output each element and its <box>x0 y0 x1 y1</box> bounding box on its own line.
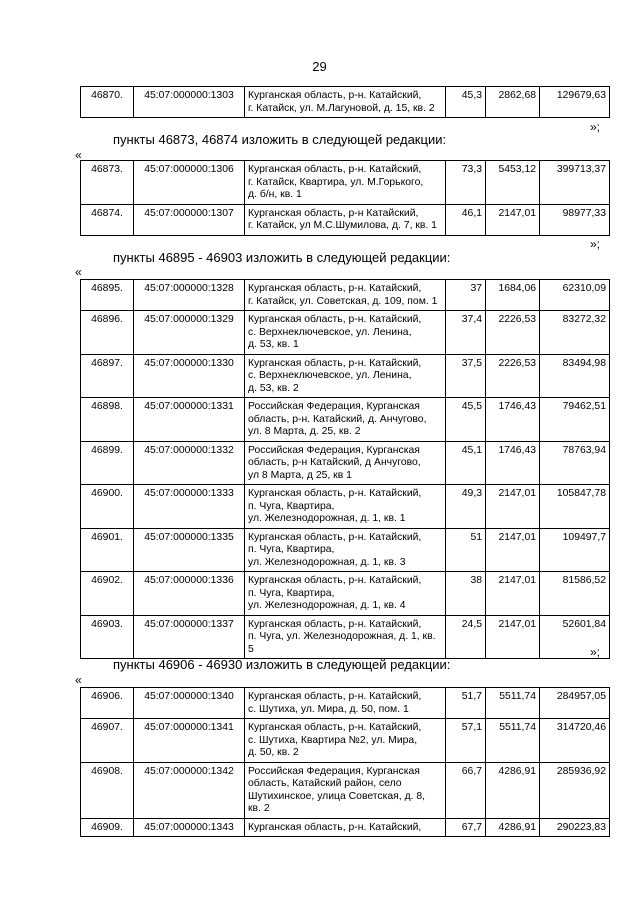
cadastral-number-cell: 45:07:000000:1342 <box>134 762 245 818</box>
row-number-cell: 46899. <box>81 441 134 485</box>
row-number-cell: 46907. <box>81 719 134 763</box>
cadastral-number-cell: 45:07:000000:1328 <box>134 280 245 311</box>
table-row <box>81 354 610 398</box>
cadastral-cost-cell: 399713,37 <box>540 161 610 205</box>
address-cell: Курганская область, р-н. Катайский, п. Чуга, ул. Железнодорожная, д. 1, кв. 5 <box>245 615 446 659</box>
cadastral-cost-cell: 284957,05 <box>540 688 610 719</box>
address-cell: Курганская область, р-н. Катайский, с. Шутиха, ул. Мира, д. 50, пом. 1 <box>245 688 446 719</box>
table-row <box>81 615 610 659</box>
table-row <box>81 87 610 118</box>
table-row <box>81 441 610 485</box>
unit-value-cell: 2147,01 <box>486 572 540 616</box>
cadastral-number-cell: 45:07:000000:1337 <box>134 615 245 659</box>
address-cell: Курганская область, р-н. Катайский, с. Шутиха, Квартира №2, ул. Мира, д. 50, кв. 2 <box>245 719 446 763</box>
cadastral-cost-cell: 98977,33 <box>540 204 610 235</box>
cadastral-cost-cell: 62310,09 <box>540 280 610 311</box>
cadastral-cost-cell: 105847,78 <box>540 485 610 529</box>
opening-quote: « <box>75 673 82 687</box>
cadastral-cost-cell: 290223,83 <box>540 818 610 837</box>
area-value-cell: 45,5 <box>446 398 486 442</box>
cadastral-number-cell: 45:07:000000:1303 <box>134 87 245 118</box>
address-cell: Курганская область, р-н Катайский, г. Катайск, ул М.С.Шумилова, д. 7, кв. 1 <box>245 204 446 235</box>
area-value-cell: 37,4 <box>446 311 486 355</box>
unit-value-cell: 2147,01 <box>486 485 540 529</box>
table-row <box>81 311 610 355</box>
cadastral-number-cell: 45:07:000000:1341 <box>134 719 245 763</box>
register-table-46895-46903 <box>80 279 610 659</box>
unit-value-cell: 2226,53 <box>486 311 540 355</box>
closing-quote: »; <box>590 120 601 134</box>
row-number-cell: 46906. <box>81 688 134 719</box>
address-cell: Курганская область, р-н. Катайский, п. Чуга, Квартира, ул. Железнодорожная, д. 1, кв. 1 <box>245 485 446 529</box>
table-row <box>81 485 610 529</box>
cadastral-number-cell: 45:07:000000:1343 <box>134 818 245 837</box>
area-value-cell: 24,5 <box>446 615 486 659</box>
cadastral-number-cell: 45:07:000000:1340 <box>134 688 245 719</box>
closing-quote: »; <box>590 237 601 251</box>
table-row <box>81 818 610 837</box>
area-value-cell: 45,1 <box>446 441 486 485</box>
cadastral-number-cell: 45:07:000000:1333 <box>134 485 245 529</box>
table-row <box>81 398 610 442</box>
area-value-cell: 37 <box>446 280 486 311</box>
amendment-instruction: пункты 46906 - 46930 изложить в следующей редакции: <box>113 657 451 672</box>
cadastral-number-cell: 45:07:000000:1332 <box>134 441 245 485</box>
cadastral-number-cell: 45:07:000000:1331 <box>134 398 245 442</box>
row-number-cell: 46903. <box>81 615 134 659</box>
unit-value-cell: 2226,53 <box>486 354 540 398</box>
address-cell: Курганская область, р-н. Катайский, с. Верхнеключевское, ул. Ленина, д. 53, кв. 2 <box>245 354 446 398</box>
cadastral-number-cell: 45:07:000000:1329 <box>134 311 245 355</box>
area-value-cell: 37,5 <box>446 354 486 398</box>
table-row <box>81 280 610 311</box>
unit-value-cell: 2147,01 <box>486 204 540 235</box>
cadastral-cost-cell: 52601,84 <box>540 615 610 659</box>
table-row <box>81 572 610 616</box>
cadastral-number-cell: 45:07:000000:1335 <box>134 528 245 572</box>
cadastral-cost-cell: 81586,52 <box>540 572 610 616</box>
area-value-cell: 73,3 <box>446 161 486 205</box>
address-cell: Курганская область, р-н. Катайский, <box>245 818 446 837</box>
unit-value-cell: 5511,74 <box>486 688 540 719</box>
row-number-cell: 46909. <box>81 818 134 837</box>
address-cell: Курганская область, р-н. Катайский, с. Верхнеключевское, ул. Ленина, д. 53, кв. 1 <box>245 311 446 355</box>
address-cell: Курганская область, р-н. Катайский, г. Катайск, ул. Советская, д. 109, пом. 1 <box>245 280 446 311</box>
unit-value-cell: 4286,91 <box>486 818 540 837</box>
table-body <box>81 280 610 659</box>
unit-value-cell: 1746,43 <box>486 398 540 442</box>
cadastral-number-cell: 45:07:000000:1336 <box>134 572 245 616</box>
table-row <box>81 688 610 719</box>
area-value-cell: 46,1 <box>446 204 486 235</box>
area-value-cell: 51,7 <box>446 688 486 719</box>
row-number-cell: 46898. <box>81 398 134 442</box>
address-cell: Курганская область, р-н. Катайский, п. Чуга, Квартира, ул. Железнодорожная, д. 1, кв. 4 <box>245 572 446 616</box>
cadastral-cost-cell: 285936,92 <box>540 762 610 818</box>
row-number-cell: 46896. <box>81 311 134 355</box>
area-value-cell: 45,3 <box>446 87 486 118</box>
table-row <box>81 719 610 763</box>
register-table-46906-46909 <box>80 687 610 837</box>
table-row <box>81 161 610 205</box>
cadastral-cost-cell: 83272,32 <box>540 311 610 355</box>
table-row <box>81 762 610 818</box>
table-body <box>81 87 610 118</box>
unit-value-cell: 2147,01 <box>486 528 540 572</box>
closing-quote: »; <box>590 645 601 659</box>
cadastral-cost-cell: 314720,46 <box>540 719 610 763</box>
cadastral-cost-cell: 83494,98 <box>540 354 610 398</box>
register-table-46873-46874 <box>80 160 610 236</box>
area-value-cell: 66,7 <box>446 762 486 818</box>
row-number-cell: 46870. <box>81 87 134 118</box>
area-value-cell: 51 <box>446 528 486 572</box>
cadastral-cost-cell: 78763,94 <box>540 441 610 485</box>
cadastral-cost-cell: 79462,51 <box>540 398 610 442</box>
unit-value-cell: 2862,68 <box>486 87 540 118</box>
area-value-cell: 57,1 <box>446 719 486 763</box>
row-number-cell: 46895. <box>81 280 134 311</box>
row-number-cell: 46873. <box>81 161 134 205</box>
cadastral-number-cell: 45:07:000000:1306 <box>134 161 245 205</box>
row-number-cell: 46874. <box>81 204 134 235</box>
unit-value-cell: 4286,91 <box>486 762 540 818</box>
table-body <box>81 161 610 236</box>
amendment-instruction: пункты 46895 - 46903 изложить в следующей редакции: <box>113 250 451 265</box>
address-cell: Курганская область, р-н. Катайский, п. Чуга, Квартира, ул. Железнодорожная, д. 1, кв. 3 <box>245 528 446 572</box>
table-body <box>81 688 610 837</box>
area-value-cell: 49,3 <box>446 485 486 529</box>
address-cell: Российская Федерация, Курганская область, р-н. Катайский, д. Анчугово, ул. 8 Марта, д. 25, кв. 2 <box>245 398 446 442</box>
cadastral-number-cell: 45:07:000000:1330 <box>134 354 245 398</box>
address-cell: Курганская область, р-н. Катайский, г. Катайск, ул. М.Лагуновой, д. 15, кв. 2 <box>245 87 446 118</box>
cadastral-cost-cell: 129679,63 <box>540 87 610 118</box>
opening-quote: « <box>75 148 82 162</box>
unit-value-cell: 1684,06 <box>486 280 540 311</box>
amendment-instruction: пункты 46873, 46874 изложить в следующей редакции: <box>113 132 447 147</box>
address-cell: Российская Федерация, Курганская область, Катайский район, село Шутихинское, улица Советская, д. 8, кв. 2 <box>245 762 446 818</box>
address-cell: Российская Федерация, Курганская область, р-н Катайский, д Анчугово, ул 8 Марта, д 25, кв 1 <box>245 441 446 485</box>
table-row <box>81 204 610 235</box>
area-value-cell: 38 <box>446 572 486 616</box>
unit-value-cell: 1746,43 <box>486 441 540 485</box>
cadastral-cost-cell: 109497,7 <box>540 528 610 572</box>
row-number-cell: 46908. <box>81 762 134 818</box>
unit-value-cell: 5453,12 <box>486 161 540 205</box>
unit-value-cell: 5511,74 <box>486 719 540 763</box>
area-value-cell: 67,7 <box>446 818 486 837</box>
address-cell: Курганская область, р-н. Катайский, г. Катайск, Квартира, ул. М.Горького, д. б/н, кв. 1 <box>245 161 446 205</box>
table-row <box>81 528 610 572</box>
unit-value-cell: 2147,01 <box>486 615 540 659</box>
row-number-cell: 46900. <box>81 485 134 529</box>
row-number-cell: 46897. <box>81 354 134 398</box>
row-number-cell: 46902. <box>81 572 134 616</box>
row-number-cell: 46901. <box>81 528 134 572</box>
cadastral-number-cell: 45:07:000000:1307 <box>134 204 245 235</box>
opening-quote: « <box>75 265 82 279</box>
register-table-46870 <box>80 86 610 118</box>
page-number: 29 <box>312 59 327 74</box>
